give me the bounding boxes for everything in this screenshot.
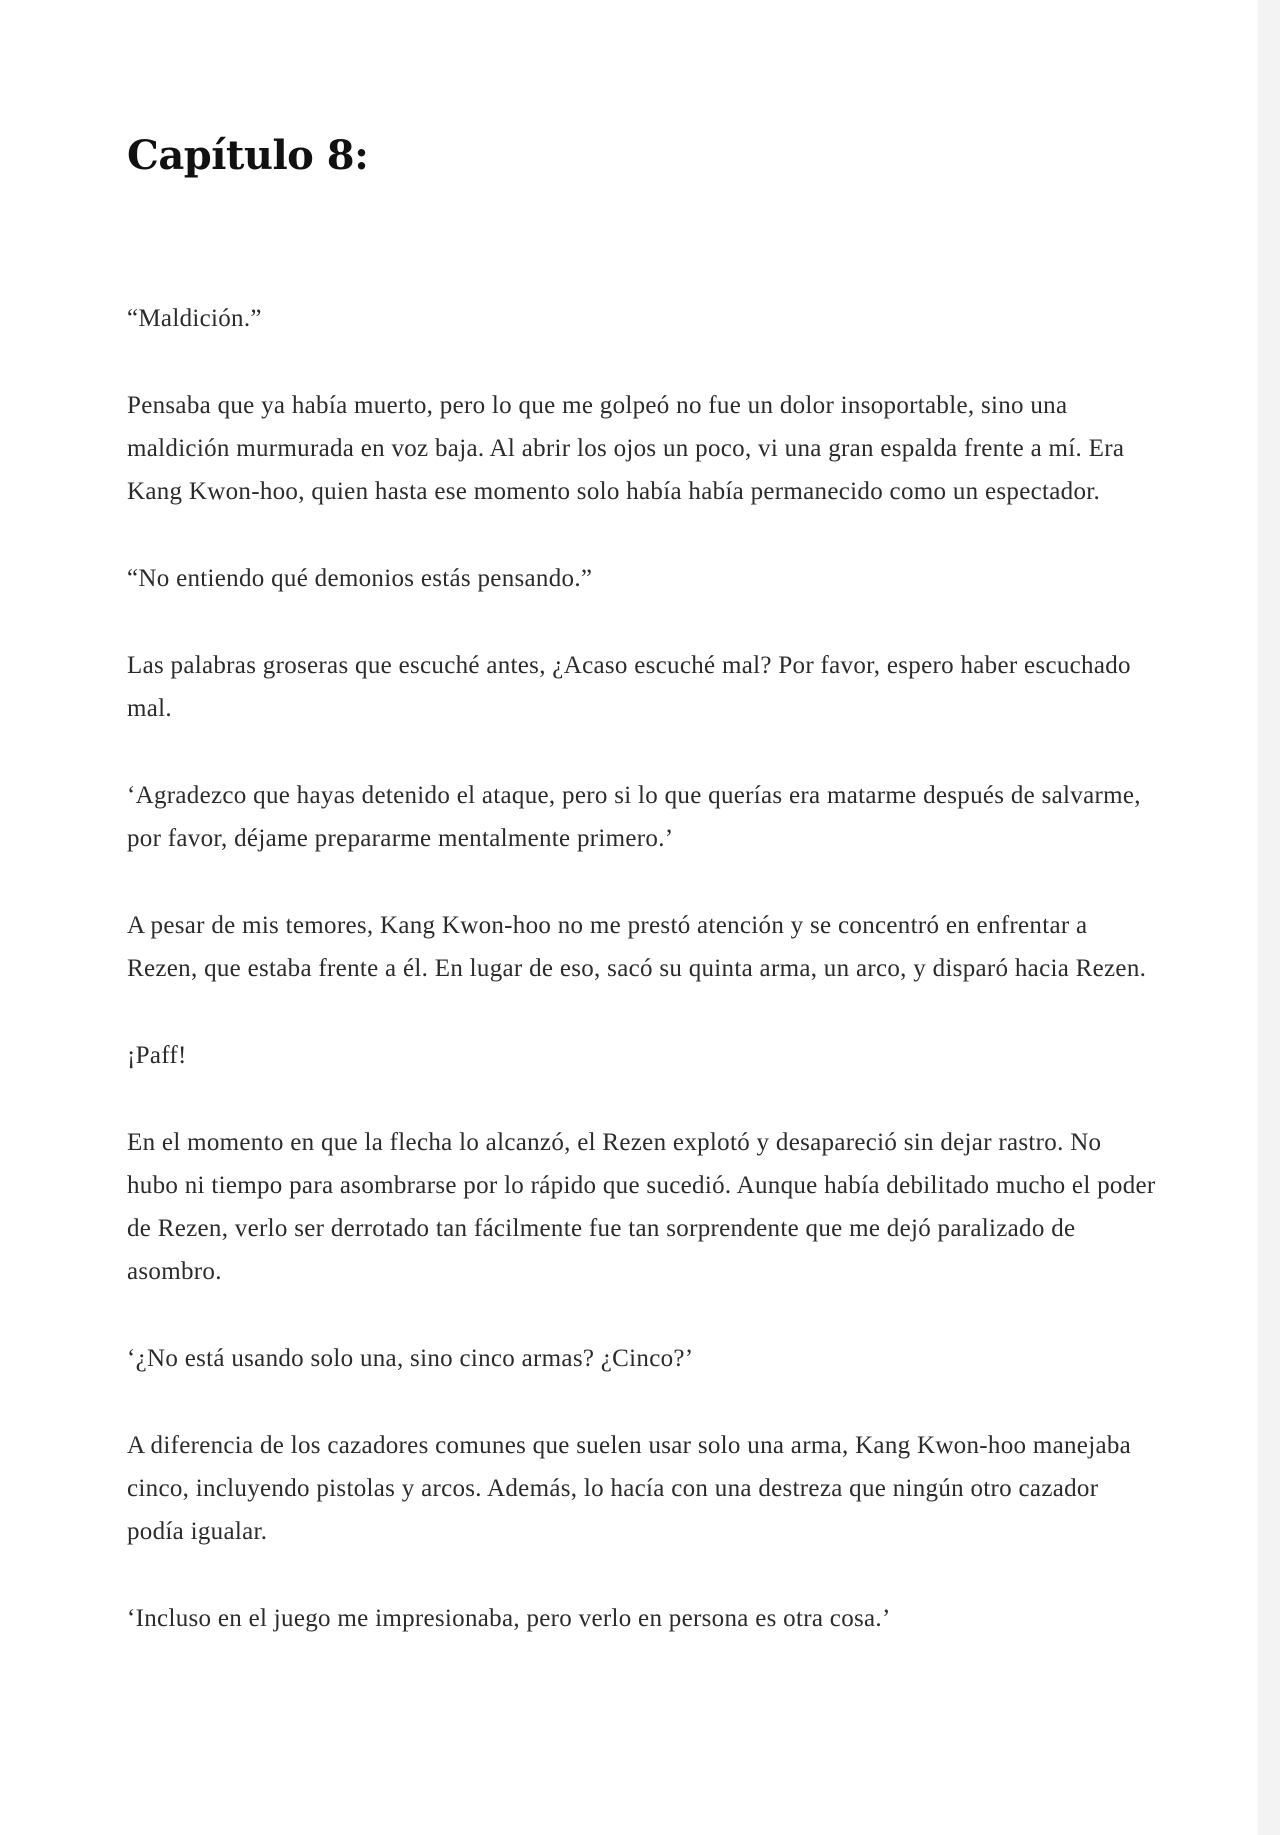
- paragraph: “Maldición.”: [127, 305, 262, 332]
- chapter-content: [127, 127, 1157, 1684]
- paragraph: A pesar de mis temores, Kang Kwon-hoo no me prestó atención y se concentró en enfrentar a Rezen, que estaba frente a él. En lugar de eso, sacó su quinta arma, un arco, y disparó hacia Rezen.: [127, 912, 1147, 982]
- paragraph: A diferencia de los cazadores comunes que suelen usar solo una arma, Kang Kwon-hoo manejaba cinco, incluyendo pistolas y arcos. Además, lo hacía con una destreza que ningún otro cazador podía igualar.: [127, 1432, 1132, 1545]
- paragraph: Las palabras groseras que escuché antes, ¿Acaso escuché mal? Por favor, espero haber escuchado mal.: [127, 652, 1131, 722]
- paragraph: ‘Agradezco que hayas detenido el ataque, pero si lo que querías era matarme después de salvarme, por favor, déjame prepararme mentalmente primero.’: [127, 782, 1141, 852]
- paragraph: ¡Paff!: [127, 1042, 187, 1069]
- paragraph: En el momento en que la flecha lo alcanzó, el Rezen explotó y desapareció sin dejar rastro. No hubo ni tiempo para asombrarse por lo rápido que sucedió. Aunque había debilitado mucho el poder de Rezen, verlo ser derrotado tan fácilmente fue tan sorprendente que me dejó paralizado de asombro.: [127, 1129, 1156, 1285]
- chapter-title: Capítulo 8:: [127, 132, 369, 179]
- paragraph: ‘Incluso en el juego me impresionaba, pero verlo en persona es otra cosa.’: [127, 1605, 891, 1632]
- paragraph: “No entiendo qué demonios estás pensando.”: [127, 565, 593, 592]
- paragraph: Pensaba que ya había muerto, pero lo que me golpeó no fue un dolor insoportable, sino una maldición murmurada en voz baja. Al abrir los ojos un poco, vi una gran espalda frente a mí. Era Kang Kwon-hoo, quien hasta ese momento solo había había permanecido como un espectador.: [127, 392, 1125, 505]
- scrollbar-track[interactable]: [1258, 0, 1280, 1835]
- paragraph: ‘¿No está usando solo una, sino cinco armas? ¿Cinco?’: [127, 1345, 694, 1372]
- paragraph-list: [127, 297, 1157, 1640]
